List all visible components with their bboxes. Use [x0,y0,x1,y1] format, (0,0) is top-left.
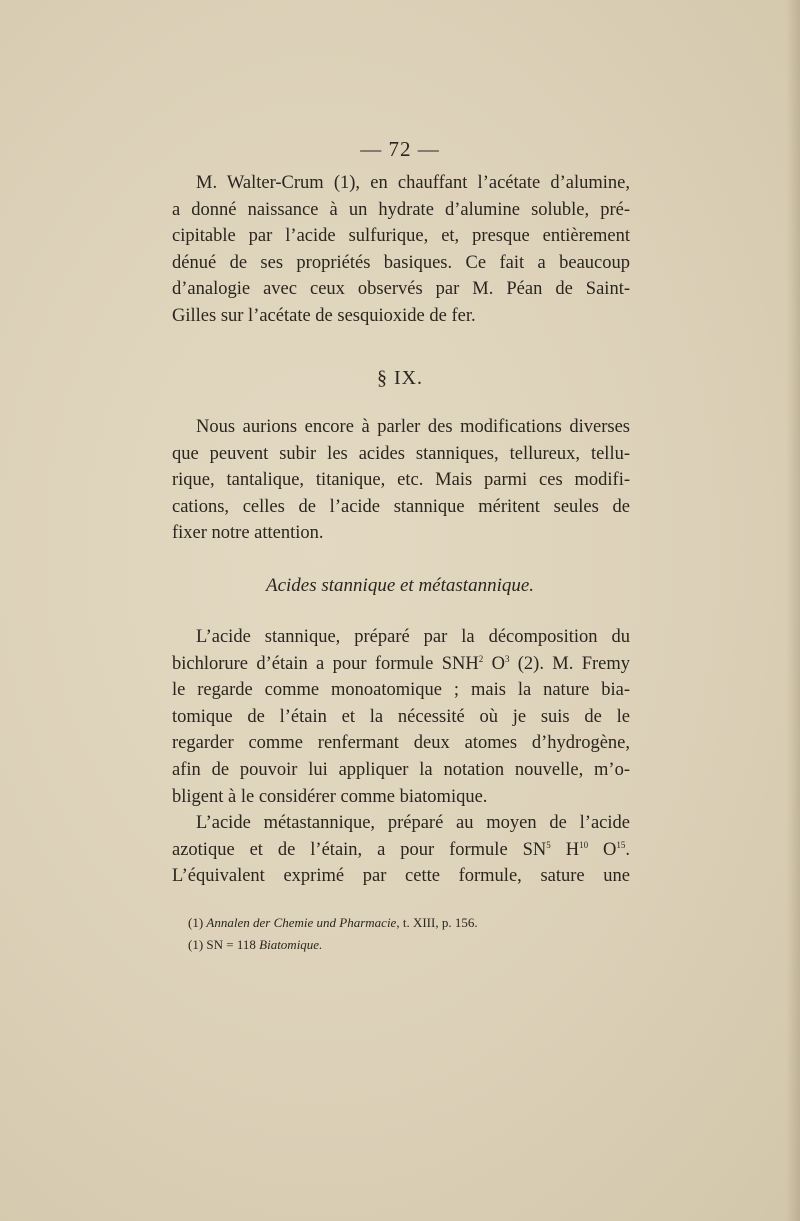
page-edge-shadow [786,0,800,1221]
superscript: 3 [504,653,510,664]
footnote-2 [188,934,608,956]
text-fragment: (2). M. Fremy [509,653,630,674]
text-line: Gilles sur l’acétate de sesquioxide de fer. [172,305,476,326]
text-line: M. Walter-Crum (1), en chauffant l’acétate d’alumine, [196,173,630,193]
text-line: L’équivalent exprimé par cette formule, sature une [172,866,630,887]
subheading: Acides stannique et métastannique. [265,575,535,596]
text-line: bligent à le considérer comme biatomique. [172,786,488,807]
footnote-number: (1) [188,937,207,952]
superscript: 5 [546,839,551,850]
page-number: — 72 — [360,137,440,161]
text-line: L’acide métastannique, préparé au moyen de l’acide [196,813,630,833]
superscript: 10 [579,839,589,850]
text-line: regarder comme renfermant deux atomes d’hydrogène, [172,733,630,754]
superscript: 2 [478,653,484,664]
text-line-formula [172,651,630,678]
text-line: L’acide stannique, préparé par la décomposition du [196,627,630,647]
text-line: que peuvent subir les acides stanniques, tellureux, tellu- [172,443,630,464]
text-line: d’analogie avec ceux observés par M. Péan de Saint- [172,279,630,300]
paragraph-acide-metastannique [172,810,630,890]
section-heading: § IX. [376,367,424,389]
footnote-label: Biatomique. [259,937,323,952]
text-fragment: H [550,839,580,860]
footnote-text: SN = 118 [206,937,260,952]
text-fragment: O [483,653,505,674]
paragraph-walter-crum [172,170,630,330]
text-fragment: . [625,839,630,860]
text-line: a donné naissance à un hydrate d’alumine soluble, pré- [172,199,630,220]
paragraph-modifications [172,414,630,547]
text-line: rique, tantalique, titanique, etc. Mais parmi ces modifi- [172,470,630,491]
footnote-title: Annalen der Chemie und Pharmacie [206,915,397,930]
text-line: fixer notre attention. [172,523,324,544]
text-line: tomique de l’étain et la nécessité où je suis de le [172,706,630,727]
footnotes [188,912,608,956]
text-line: cipitable par l’acide sulfurique, et, presque entièrement [172,226,630,247]
text-line: le regarde comme monoatomique ; mais la nature bia- [172,680,630,701]
superscript: 15 [616,839,626,850]
paragraph-acide-stannique [172,624,630,810]
text-line: cations, celles de l’acide stannique méritent seules de [172,496,630,517]
text-fragment: azotique et de l’étain, a pour formule SN [172,839,547,860]
text-line: Nous aurions encore à parler des modifications diverses [196,417,630,437]
text-line-formula [172,837,630,864]
footnote-number: (1) [188,915,207,930]
text-fragment: bichlorure d’étain a pour formule SNH [172,653,479,674]
text-fragment: O [588,839,617,860]
text-line: afin de pouvoir lui appliquer la notation nouvelle, m’o- [172,759,630,780]
footnote-text: , t. XIII, p. 156. [396,915,478,930]
text-line: dénué de ses propriétés basiques. Ce fait a beaucoup [172,252,630,273]
footnote-1 [188,912,608,934]
